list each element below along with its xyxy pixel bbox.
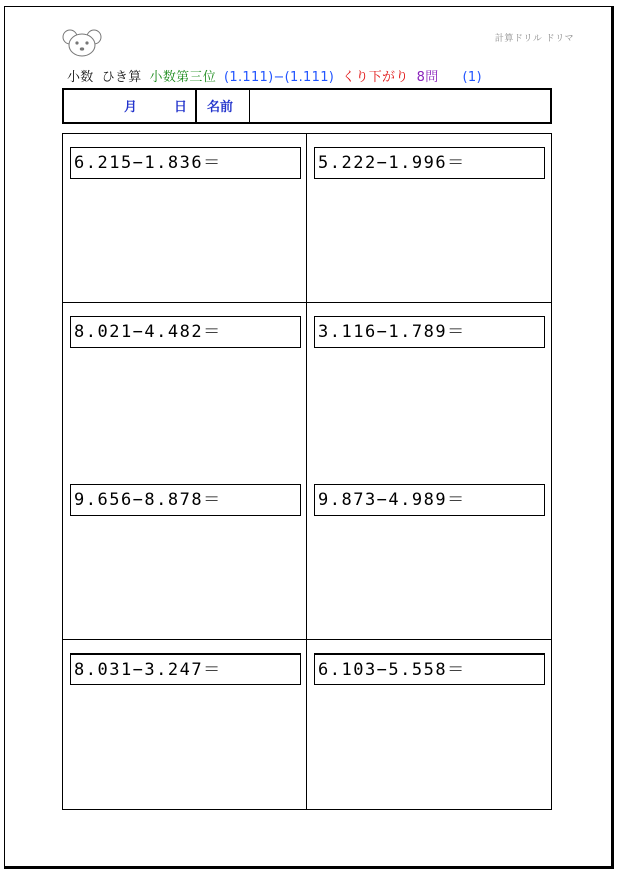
title-subject: 小数	[67, 70, 94, 85]
problem-cell-1[interactable]	[63, 134, 307, 303]
month-label: 月	[124, 100, 138, 115]
title-borrow: くり下がり	[342, 70, 409, 85]
problem-cell-4[interactable]	[307, 303, 551, 472]
problem-7: 8.031−3.247＝	[70, 653, 301, 685]
day-label: 日	[174, 100, 188, 115]
problem-6: 9.873−4.989＝	[314, 484, 545, 516]
title-count: 8問	[416, 70, 439, 85]
problem-3: 8.021−4.482＝	[70, 316, 301, 348]
name-field[interactable]	[250, 90, 550, 122]
problem-cell-6[interactable]	[307, 472, 551, 641]
problem-5: 9.656−8.878＝	[70, 484, 301, 516]
name-date-box	[62, 88, 552, 124]
mouse-face-icon	[62, 28, 102, 58]
date-field[interactable]	[64, 90, 197, 122]
name-label: 名前	[197, 90, 250, 122]
problem-cell-5[interactable]	[63, 472, 307, 641]
problem-8: 6.103−5.558＝	[314, 653, 545, 685]
title-sheet-number: (1)	[462, 70, 482, 85]
title-format: (1.111)−(1.111)	[224, 70, 335, 85]
problem-cell-3[interactable]	[63, 303, 307, 472]
title-operation: ひき算	[101, 70, 142, 85]
problem-1: 6.215−1.836＝	[70, 147, 301, 179]
problem-cell-8[interactable]	[307, 640, 551, 809]
problem-grid	[62, 133, 552, 810]
problem-cell-2[interactable]	[307, 134, 551, 303]
problem-2: 5.222−1.996＝	[314, 147, 545, 179]
worksheet-title	[67, 66, 482, 85]
problem-cell-7[interactable]	[63, 640, 307, 809]
title-level: 小数第三位	[149, 70, 217, 85]
brand-label: 計算ドリル ドリマ	[494, 34, 574, 44]
problem-4: 3.116−1.789＝	[314, 316, 545, 348]
